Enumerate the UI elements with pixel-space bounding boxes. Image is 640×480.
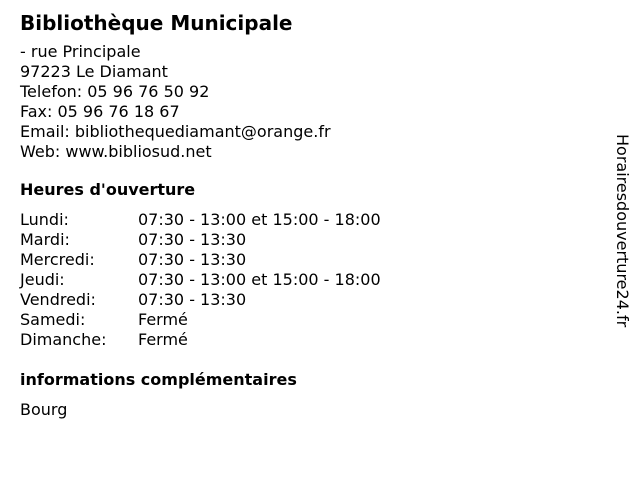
day-label: Dimanche: xyxy=(20,330,107,349)
hours-row xyxy=(20,310,600,330)
day-label: Samedi: xyxy=(20,310,86,329)
phone-number: Telefon: 05 96 76 50 92 xyxy=(20,82,210,101)
opening-time: 07:30 - 13:00 et 15:00 - 18:00 xyxy=(138,270,381,289)
hours-row xyxy=(20,290,600,310)
info-heading: informations complémentaires xyxy=(20,370,297,389)
hours-table xyxy=(20,210,600,350)
street-address: - rue Principale xyxy=(20,42,141,61)
fax-number: Fax: 05 96 76 18 67 xyxy=(20,102,180,121)
info-text: Bourg xyxy=(20,400,68,419)
day-label: Mardi: xyxy=(20,230,70,249)
opening-time: Fermé xyxy=(138,310,188,329)
hours-row xyxy=(20,210,600,230)
page-title: Bibliothèque Municipale xyxy=(20,11,293,35)
contact-block xyxy=(20,42,600,162)
email-address: Email: bibliothequediamant@orange.fr xyxy=(20,122,331,141)
opening-time: 07:30 - 13:30 xyxy=(138,290,247,309)
day-label: Jeudi: xyxy=(20,270,65,289)
city-line: 97223 Le Diamant xyxy=(20,62,168,81)
hours-row xyxy=(20,270,600,290)
opening-time: 07:30 - 13:30 xyxy=(138,250,247,269)
opening-time: Fermé xyxy=(138,330,188,349)
opening-time: 07:30 - 13:30 xyxy=(138,230,247,249)
hours-heading: Heures d'ouverture xyxy=(20,180,196,199)
website-address: Web: www.bibliosud.net xyxy=(20,142,212,161)
hours-row xyxy=(20,230,600,250)
page-content xyxy=(20,10,600,420)
opening-time: 07:30 - 13:00 et 15:00 - 18:00 xyxy=(138,210,381,229)
day-label: Vendredi: xyxy=(20,290,96,309)
side-brand-watermark: Horairesdouverture24.fr xyxy=(613,134,632,328)
hours-row xyxy=(20,250,600,270)
hours-row xyxy=(20,330,600,350)
day-label: Mercredi: xyxy=(20,250,95,269)
day-label: Lundi: xyxy=(20,210,69,229)
